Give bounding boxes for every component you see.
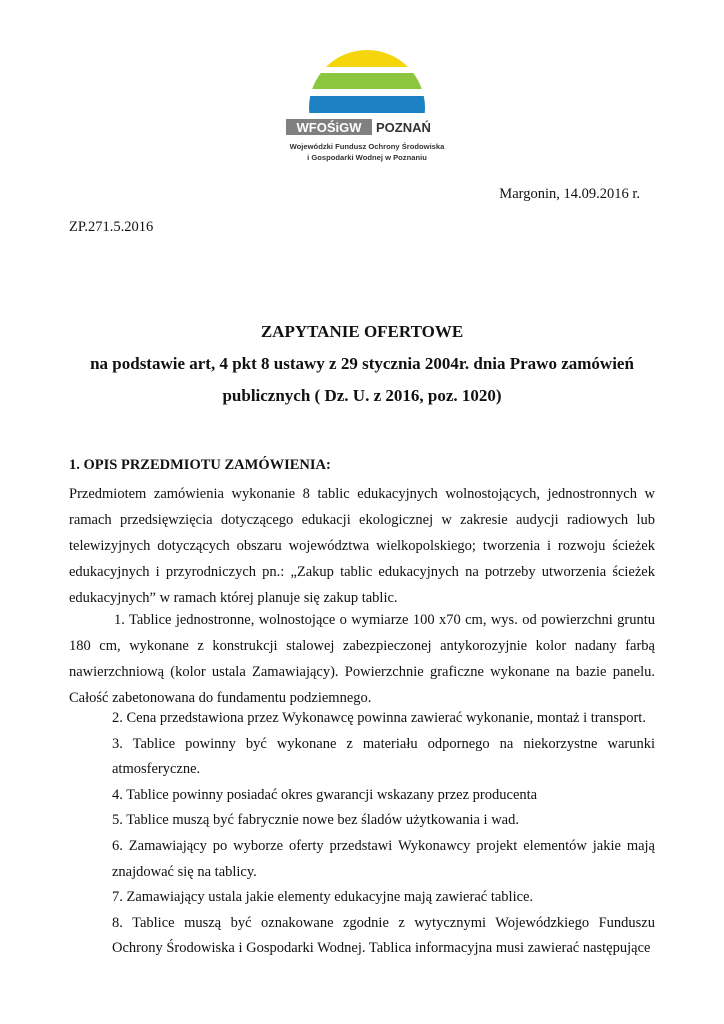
list-item-3: 3. Tablice powinny być wykonane z materiału odpornego na niekorzystne warunki atmosferyczne.: [112, 735, 655, 778]
list-item-4: 4. Tablice powinny posiadać okres gwarancji wskazany przez producenta: [112, 786, 538, 803]
list-item-5: 5. Tablice muszą być fabrycznie nowe bez śladów użytkowania i wad.: [112, 812, 519, 829]
logo-city: POZNAŃ: [376, 120, 431, 135]
logo-abbr: WFOŚiGW: [296, 120, 362, 135]
title-line-3: publicznych ( Dz. U. z 2016, poz. 1020): [222, 386, 502, 405]
section-1-heading: 1. OPIS PRZEDMIOTU ZAMÓWIENIA:: [69, 457, 331, 473]
logo-org-line2: i Gospodarki Wodnej w Poznaniu: [307, 153, 427, 162]
reference-number: ZP.271.5.2016: [69, 219, 154, 235]
logo-blue-band: [272, 96, 462, 113]
wfosigw-logo: [272, 48, 462, 176]
title-line-2: na podstawie art, 4 pkt 8 ustawy z 29 stycznia 2004r. dnia Prawo zamówień: [90, 354, 634, 373]
list-item-6: 6. Zamawiający po wyborze oferty przedstawi Wykonawcy projekt elementów jakie mają znajdować się na tablicy.: [112, 837, 655, 880]
place-date: Margonin, 14.09.2016 r.: [499, 186, 640, 202]
list-item-8: 8. Tablice muszą być oznakowane zgodnie z wytycznymi Wojewódzkiego Funduszu Ochrony Środowiska i Gospodarki Wodnej. Tablica informacyjna musi zawierać następujące: [112, 914, 655, 957]
list-item-2: 2. Cena przedstawiona przez Wykonawcę powinna zawierać wykonanie, montaż i transport.: [112, 710, 646, 726]
section-1-intro: Przedmiotem zamówienia wykonanie 8 tablic edukacyjnych wolnostojących, jednostronnych w ramach przedsięwzięcia dotyczącego edukacji ekologicznej w zakresie audycji radiowych lub telewizyjnych dotyczących obszaru województwa wielkopolskiego; tworzenia i rozwoju ścieżek edukacyjnych i przyrodniczych pn.: „Zakup tablic edukacyjnych na potrzeby utworzenia ścieżek edukacyjnych” w ramach której planuje się zakup tablic.: [69, 486, 655, 606]
logo-yellow-band: [272, 48, 462, 67]
logo-org-line1: Wojewódzki Fundusz Ochrony Środowiska: [289, 142, 445, 151]
document-title: [60, 316, 664, 412]
requirements-list: [112, 706, 655, 962]
logo-green-band: [272, 73, 462, 89]
title-line-1: ZAPYTANIE OFERTOWE: [260, 322, 464, 341]
list-item-1: 1. Tablice jednostronne, wolnostojące o wymiarze 100 x70 cm, wys. od powierzchni gruntu 180 cm, wykonane z konstrukcji stalowej zabezpieczonej antykorozyjnie kolor nadany farbą nawierzchniową (kolor ustala Zamawiający). Powierzchnie graficzne wykonane na bazie panelu. Całość zabetonowana do fundamentu podziemnego.: [69, 612, 655, 706]
list-item-7: 7. Zamawiający ustala jakie elementy edukacyjne mają zawierać tablice.: [112, 889, 534, 906]
logo-graphic: [272, 48, 462, 136]
